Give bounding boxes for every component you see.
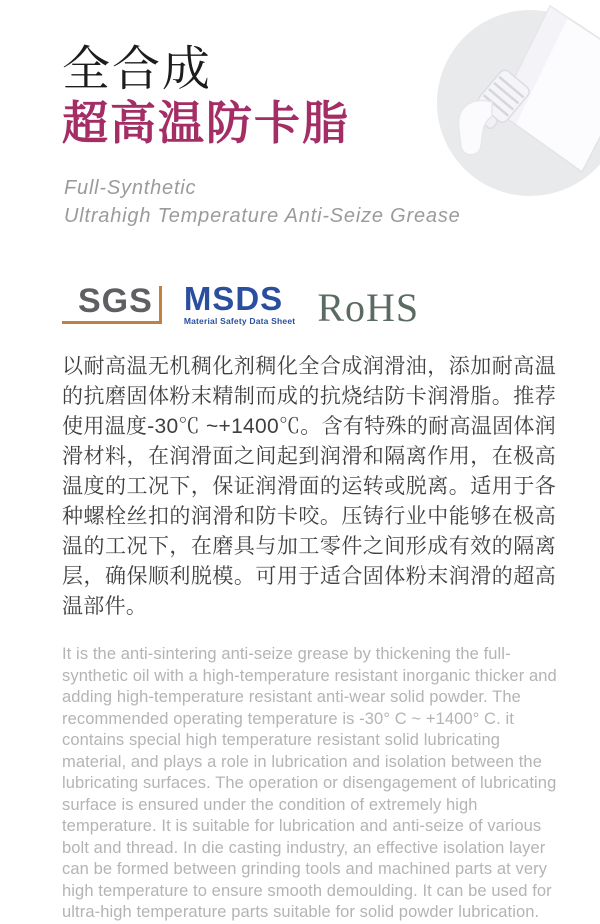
product-title-accent-cn: 超高温防卡脂 [62,97,350,149]
msds-logo-label: MSDS [183,280,284,317]
description-chinese: 以耐高温无机稠化剂稠化全合成润滑油，添加耐高温的抗磨固体粉末精制而成的抗烧结防卡润滑脂。推荐使用温度-30℃ ~+1400℃。含有特殊的耐高温固体润滑材料，在润滑面之间起到润滑和隔离作用，在极高温度的工况下，保证润滑面的运转或脱离。适用于各种螺栓丝扣的润滑和防卡咬。压铸行业中能够在极高温的工况下，在磨具与加工零件之间形成有效的隔离层，确保顺利脱模。可用于适合固体粉末润滑的超高温部件。 [62,355,556,618]
description-english: It is the anti-sintering anti-seize grease by thickening the full-synthetic oil with a high-temperature resistant inorganic thicker and adding high-temperature resistant anti-wear solid powder. The recommended operating temperature is -30° C ~ +1400° C. it contains special high temperature resistant solid lubricating material, and plays a role in lubrication and isolation between the lubricating surfaces. The operation or disengagement of lubricating surface is ensured under the condition of extremely high temperature. It is suitable for lubrication and anti-seize of various bolt and thread. In die casting industry, an effective isolation layer can be formed between grinding tools and machined parts at very high temperature to ensure smooth demoulding. It can be used for ultra-high temperature parts suitable for solid powder lubrication. [62,645,557,921]
product-title-en [64,174,558,230]
product-title-en-line2: Ultrahigh Temperature Anti-Seize Grease [64,205,461,227]
product-title-en-line1: Full-Synthetic [64,177,197,199]
msds-logo-tagline: Material Safety Data Sheet [183,316,296,326]
msds-logo [183,280,296,326]
certification-logos [62,268,558,330]
sgs-logo-label: SGS [78,282,153,320]
sgs-logo [62,282,162,324]
product-title-cn: 全合成 [62,43,213,96]
rohs-logo: RoHS [317,285,420,330]
